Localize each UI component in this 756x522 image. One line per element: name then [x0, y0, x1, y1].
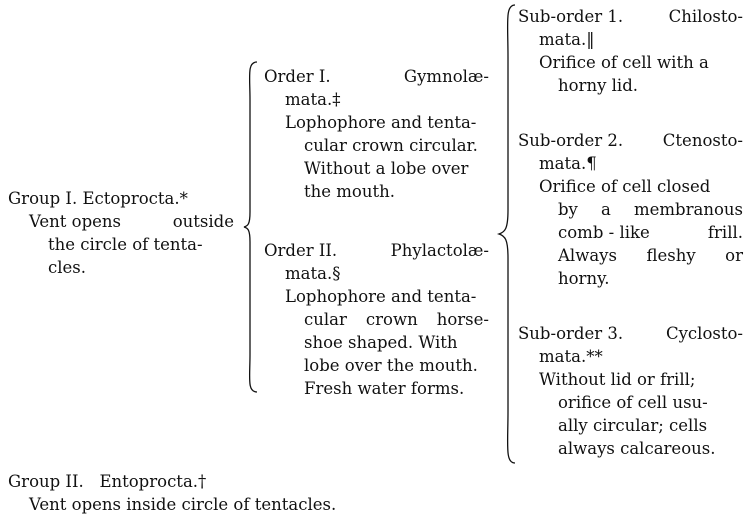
order-2-desc-5: Fresh water forms. [304, 379, 465, 398]
sub-order-2-desc-2: by a membranous [558, 200, 743, 219]
order-1-desc-3: Without a lobe over [304, 159, 469, 178]
sub-order-1-heading-cont: mata.‖ [539, 30, 595, 49]
sub-order-2-desc-4: Always fleshy or [558, 246, 743, 265]
sub-order-1-desc-1: Orifice of cell with a [539, 53, 709, 72]
sub-order-1-heading: Sub-order 1. Chilosto- [518, 7, 743, 26]
order-2-block [264, 239, 489, 400]
order-1-desc-1: Lophophore and tenta- [285, 113, 477, 132]
group-2-desc: Vent opens inside circle of tentacles. [29, 495, 337, 514]
sub-order-2-desc-3: comb - like frill. [558, 223, 743, 242]
sub-order-3-desc-1: Without lid or frill; [539, 370, 696, 389]
sub-order-3-block [518, 322, 743, 460]
order-1-desc-4: the mouth. [304, 182, 395, 201]
brace-sub-orders [497, 5, 517, 463]
sub-order-3-desc-3: ally circular; cells [558, 416, 708, 435]
order-2-heading: Order II. Phylactolæ- [264, 241, 489, 260]
group-1-desc-line-2: the circle of tenta- [48, 235, 203, 254]
order-2-desc-4: lobe over the mouth. [304, 356, 478, 375]
group-1-desc-line-3: cles. [48, 258, 86, 277]
sub-order-3-desc-2: orifice of cell usu- [558, 393, 708, 412]
order-2-desc-2: cular crown horse- [304, 310, 489, 329]
sub-order-2-heading-cont: mata.¶ [539, 154, 597, 173]
sub-order-2-desc-1: Orifice of cell closed [539, 177, 711, 196]
order-2-desc-1: Lophophore and tenta- [285, 287, 477, 306]
sub-order-2-block [518, 129, 743, 290]
sub-order-1-desc-2: horny lid. [558, 76, 639, 95]
sub-order-1-block [518, 5, 743, 97]
brace-orders [243, 62, 259, 392]
sub-order-2-desc-5: horny. [558, 269, 610, 288]
order-1-block [264, 65, 489, 203]
order-1-desc-2: cular crown circular. [304, 136, 478, 155]
group-1-title: Group I. Ectoprocta.* [8, 189, 188, 208]
sub-order-2-heading: Sub-order 2. Ctenosto- [518, 131, 743, 150]
order-1-heading-cont: mata.‡ [285, 90, 341, 109]
order-1-heading: Order I. Gymnolæ- [264, 67, 489, 86]
group-1-block [8, 187, 234, 279]
order-2-desc-3: shoe shaped. With [304, 333, 458, 352]
group-1-desc-line-1: Vent opens outside [29, 212, 234, 231]
group-2-block [8, 470, 428, 516]
order-2-heading-cont: mata.§ [285, 264, 341, 283]
sub-order-3-heading-cont: mata.** [539, 347, 603, 366]
group-2-title: Group II. Entoprocta.† [8, 472, 207, 491]
sub-order-3-heading: Sub-order 3. Cyclosto- [518, 324, 743, 343]
sub-order-3-desc-4: always calcareous. [558, 439, 716, 458]
